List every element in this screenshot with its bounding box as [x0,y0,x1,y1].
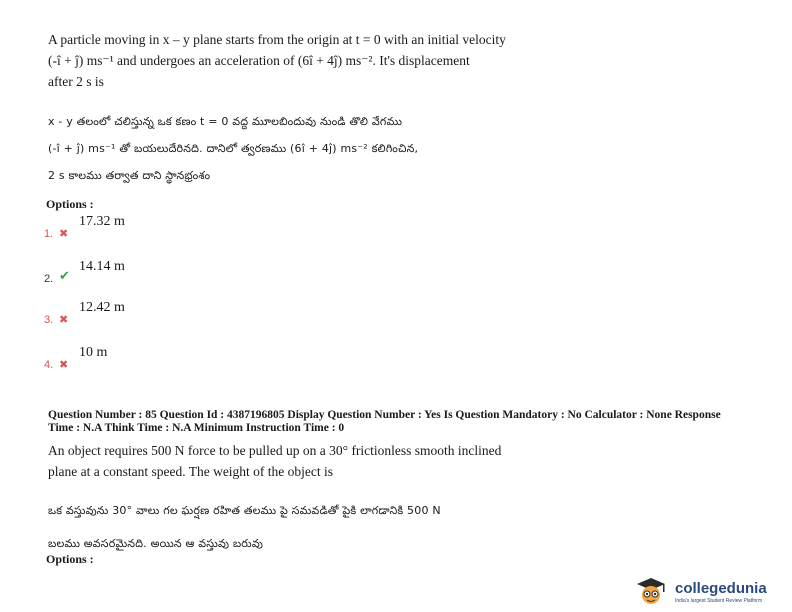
option-number: 2. [44,273,54,285]
question-line: బలము అవసరమైనది. అయిన ఆ వస్తువు బరువు [48,537,263,550]
question-2-telugu [48,494,588,560]
question-line: x - y తలంలో చలిస్తున్న ఒక కణం t = 0 వద్ద మూలబిందువు నుండి తొలి వేగము [48,115,403,128]
option-1[interactable] [44,214,344,244]
option-value: 17.32 m [79,214,125,229]
question-line: An object requires 500 N force to be pulled up on a 30° frictionless smooth inclined [48,443,502,458]
meta-line: Time : N.A Think Time : N.A Minimum Instruction Time : 0 [48,422,345,434]
question-2-english [48,440,588,482]
question-meta [48,409,768,435]
option-number: 3. [44,314,54,326]
option-number: 4. [44,359,54,371]
option-value: 14.14 m [79,259,125,274]
meta-line: Question Number : 85 Question Id : 4387196805 Display Question Number : Yes Is Question Mandatory : No Calculator : None Response [48,409,721,421]
question-line: (-î + ĵ) ms⁻¹ and undergoes an acceleration of (6î + 4ĵ) ms⁻². It's displacement [48,53,470,68]
check-icon: ✔ [59,269,70,284]
option-value: 10 m [79,345,108,360]
mascot-icon [633,576,669,606]
options-label: Options : [46,552,94,566]
question-1-english [48,29,588,92]
cross-icon: ✖ [59,313,69,326]
option-2[interactable] [44,259,344,289]
logo-text: collegedunia [675,580,767,597]
option-3[interactable] [44,300,344,330]
options-label: Options : [46,197,94,211]
option-4[interactable] [44,345,344,375]
question-line: plane at a constant speed. The weight of the object is [48,464,334,479]
option-number: 1. [44,228,54,240]
question-line: A particle moving in x – y plane starts from the origin at t = 0 with an initial velocity [48,32,506,47]
option-value: 12.42 m [79,300,125,315]
cross-icon: ✖ [59,358,69,371]
question-line: 2 s కాలము తర్వాత దాని స్థానభ్రంశం [48,169,211,182]
collegedunia-logo [633,576,783,606]
question-line: after 2 s is [48,74,104,89]
cross-icon: ✖ [59,227,69,240]
question-line: (-î + ĵ) ms⁻¹ తో బయలుదేరినది. దానిలో త్వరణము (6î + 4ĵ) ms⁻² కలిగించిన, [48,142,419,155]
question-1-telugu [48,108,588,189]
logo-tagline: India's largest Student Review Platform [675,598,763,604]
question-line: ఒక వస్తువును 30° వాలు గల ఘర్షణ రహిత తలము పై సమవడితో పైకి లాగడానికి 500 N [48,504,441,517]
